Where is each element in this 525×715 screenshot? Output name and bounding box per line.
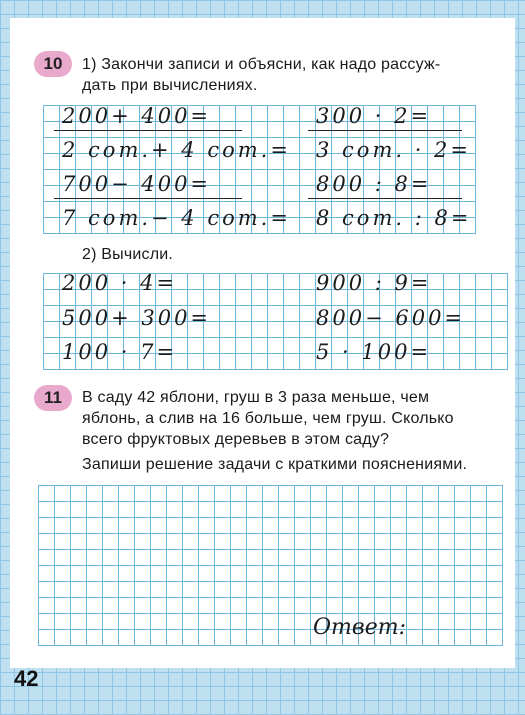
handwritten-entry: 5 · 100= (316, 340, 432, 364)
underline (308, 130, 462, 131)
underline (54, 198, 242, 199)
handwritten-entry: 900 : 9= (316, 271, 432, 295)
handwritten-entry: 800− 600= (316, 306, 466, 330)
workbook-page (10, 18, 515, 668)
handwritten-entry: 500+ 300= (62, 306, 212, 330)
handwritten-entry: 300 · 2= (316, 104, 432, 128)
handwritten-entry: 100 · 7= (62, 340, 178, 364)
underline (54, 130, 242, 131)
task-10-text-line2: дать при вычислениях. (82, 77, 258, 94)
task-10-text-line1: 1) Закончи записи и объясни, как надо рассуж- (82, 56, 441, 73)
page-number: 42 (14, 666, 39, 691)
handwritten-entry: 3 сот. · 2= (316, 138, 472, 162)
handwritten-entry: 8 сот. : 8= (316, 206, 472, 230)
handwritten-entry: 200+ 400= (62, 104, 212, 128)
handwritten-entry: 7 сот.− 4 сот.= (62, 206, 291, 230)
handwritten-entry: 800 : 8= (316, 172, 432, 196)
handwritten-entry: 2 сот.+ 4 сот.= (62, 138, 291, 162)
task-11-badge: 11 (34, 385, 72, 411)
task-11-answer-grid[interactable] (38, 485, 503, 646)
task-10-part2-label: 2) Вычисли. (82, 246, 174, 263)
task-11-text-line1: В саду 42 яблони, груш в 3 раза меньше, чем (82, 389, 430, 406)
task-11-text-line4: Запиши решение задачи с краткими пояснениями. (82, 456, 468, 473)
handwritten-entry: 700− 400= (62, 172, 212, 196)
task-11-text-line2: яблонь, а слив на 16 больше, чем груш. Сколько (82, 410, 454, 427)
task-11-text-line3: всего фруктовых деревьев в этом саду? (82, 431, 390, 448)
task-10-badge: 10 (34, 51, 72, 77)
answer-label: Ответ: (313, 615, 406, 640)
underline (308, 198, 462, 199)
handwritten-entry: 200 · 4= (62, 271, 178, 295)
